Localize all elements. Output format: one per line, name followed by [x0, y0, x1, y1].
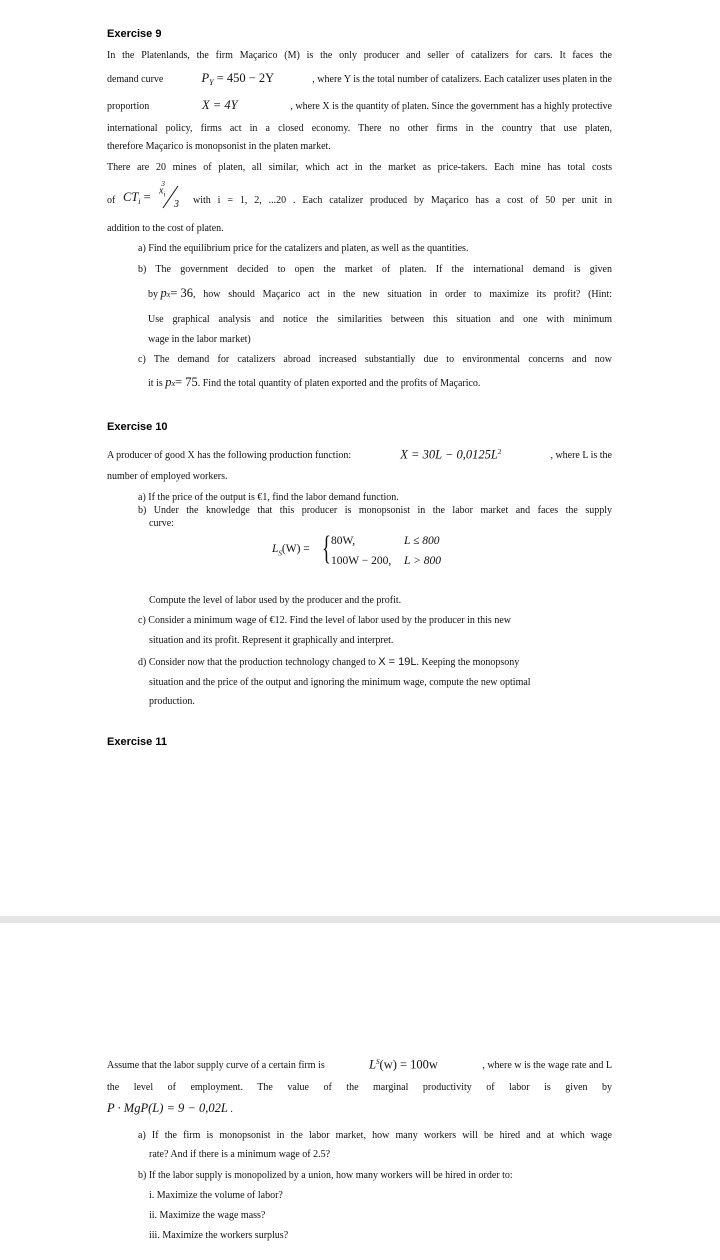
ex10-question-b: b) Under the knowledge that this producer is monopsonist in the labor market and faces the supply: [138, 505, 612, 516]
ex9-paragraph-line: international policy, firms act in a closed economy. There no other firms in the country that use platen,: [107, 123, 612, 134]
ex9-question-b-line: by p x = 36 , how should Maçarico act in the new situation in order to maximize its profit? (Hint:: [148, 286, 612, 300]
ex9-paragraph-line: addition to the cost of platen.: [107, 223, 224, 234]
ex10-question-a: a) If the price of the output is €1, find the labor demand function.: [138, 492, 399, 503]
ex10-supply-brace: {: [322, 530, 331, 567]
ex9-paragraph-line: therefore Maçarico is monopsonist in the platen market.: [107, 141, 331, 152]
ex9-paragraph-line: There are 20 mines of platen, all similar, which act in the market as price-takers. Each mine has total costs: [107, 162, 612, 173]
ex11-paragraph-line: P · MgP(L) = 9 − 0,02L .: [107, 1101, 233, 1115]
ex10-question-d: d) Consider now that the production technology changed to X = 19L . Keeping the monopsony: [138, 656, 520, 668]
ex9-question-c: c) The demand for catalizers abroad increased substantially due to environmental concerns and now: [138, 354, 612, 365]
ex10-supply-case1-cond: L ≤ 800: [404, 535, 440, 547]
ex10-question-d-line: production.: [149, 696, 195, 707]
ex10-question-b-line: curve:: [149, 518, 174, 529]
ex9-paragraph-line: proportion X = 4Y , where X is the quantity of platen. Since the government has a highly protective: [107, 98, 612, 112]
ex9-paragraph-line: with i = 1, 2, ...20 . Each catalizer produced by Maçarico has a cost of 50 per unit in: [193, 195, 612, 206]
ex9-cost-formula: $CT_i$ =: [123, 190, 151, 206]
ex11-question-b-ii: ii. Maximize the wage mass?: [149, 1210, 266, 1221]
ex10-paragraph-line: number of employed workers.: [107, 471, 228, 482]
document-page-2: [0, 923, 720, 1260]
ex9-paragraph-line: demand curve $P_Y = 450 - 2Y$ , where Y is the total number of catalizers. Each catalizer uses platen in the: [107, 71, 612, 87]
ex10-question-c: c) Consider a minimum wage of €12. Find the level of labor used by the producer in this new: [138, 615, 511, 626]
ex9-cost-numerator: $x_i^3$: [159, 180, 166, 199]
ex11-question-a-line: rate? And if there is a minimum wage of 2.5?: [149, 1149, 331, 1160]
ex11-question-a: a) If the firm is monopsonist in the labor market, how many workers will be hired and at which wage: [138, 1130, 612, 1141]
ex11-paragraph-line: the level of employment. The value of the marginal productivity of labor is given by: [107, 1082, 612, 1093]
ex9-question-b-line: Use graphical analysis and notice the similarities between this situation and one with minimum: [148, 314, 612, 325]
ex11-question-b: b) If the labor supply is monopolized by a union, how many workers will be hired in order to:: [138, 1170, 513, 1181]
ex10-question-c-line: situation and its profit. Represent it graphically and interpret.: [149, 635, 394, 646]
ex9-question-c-line: it is p x = 75 . Find the total quantity of platen exported and the profits of Maçarico.: [148, 375, 481, 389]
ex11-question-b-i: i. Maximize the volume of labor?: [149, 1190, 283, 1201]
ex9-question-b-line: wage in the labor market): [148, 334, 251, 345]
ex9-question-b: b) The government decided to open the market of platen. If the international demand is given: [138, 264, 612, 275]
ex9-cost-denominator: 3: [174, 199, 179, 210]
ex10-question-b-line: Compute the level of labor used by the producer and the profit.: [149, 595, 402, 606]
ex9-paragraph-line: In the Platenlands, the firm Maçarico (M) is the only producer and seller of catalizers for cars. It faces the: [107, 50, 612, 61]
ex10-supply-case2-expr: 100W − 200,: [331, 555, 392, 567]
ex10-paragraph-line: A producer of good X has the following production function: $X = 30L - 0,0125L^2$ , where L is the: [107, 447, 612, 462]
ex9-question-a: a) Find the equilibrium price for the catalizers and platen, as well as the quantities.: [138, 243, 469, 254]
ex10-question-d-line: situation and the price of the output and ignoring the minimum wage, compute the new optimal: [149, 677, 531, 688]
ex10-supply-lhs: $L_S(W)$ =: [272, 543, 310, 558]
ex9-cost-prefix: of: [107, 195, 116, 206]
exercise-11-heading: Exercise 11: [107, 736, 167, 748]
ex11-question-b-iii: iii. Maximize the workers surplus?: [149, 1230, 289, 1241]
exercise-9-heading: Exercise 9: [107, 28, 162, 40]
ex10-supply-case2-cond: L > 800: [404, 555, 441, 567]
exercise-10-heading: Exercise 10: [107, 421, 168, 433]
ex10-supply-case1-expr: 80W,: [331, 535, 356, 547]
ex11-paragraph-line: Assume that the labor supply curve of a certain firm is $L^S(w) = 100w$ , where w is the wage rate and L: [107, 1057, 612, 1072]
